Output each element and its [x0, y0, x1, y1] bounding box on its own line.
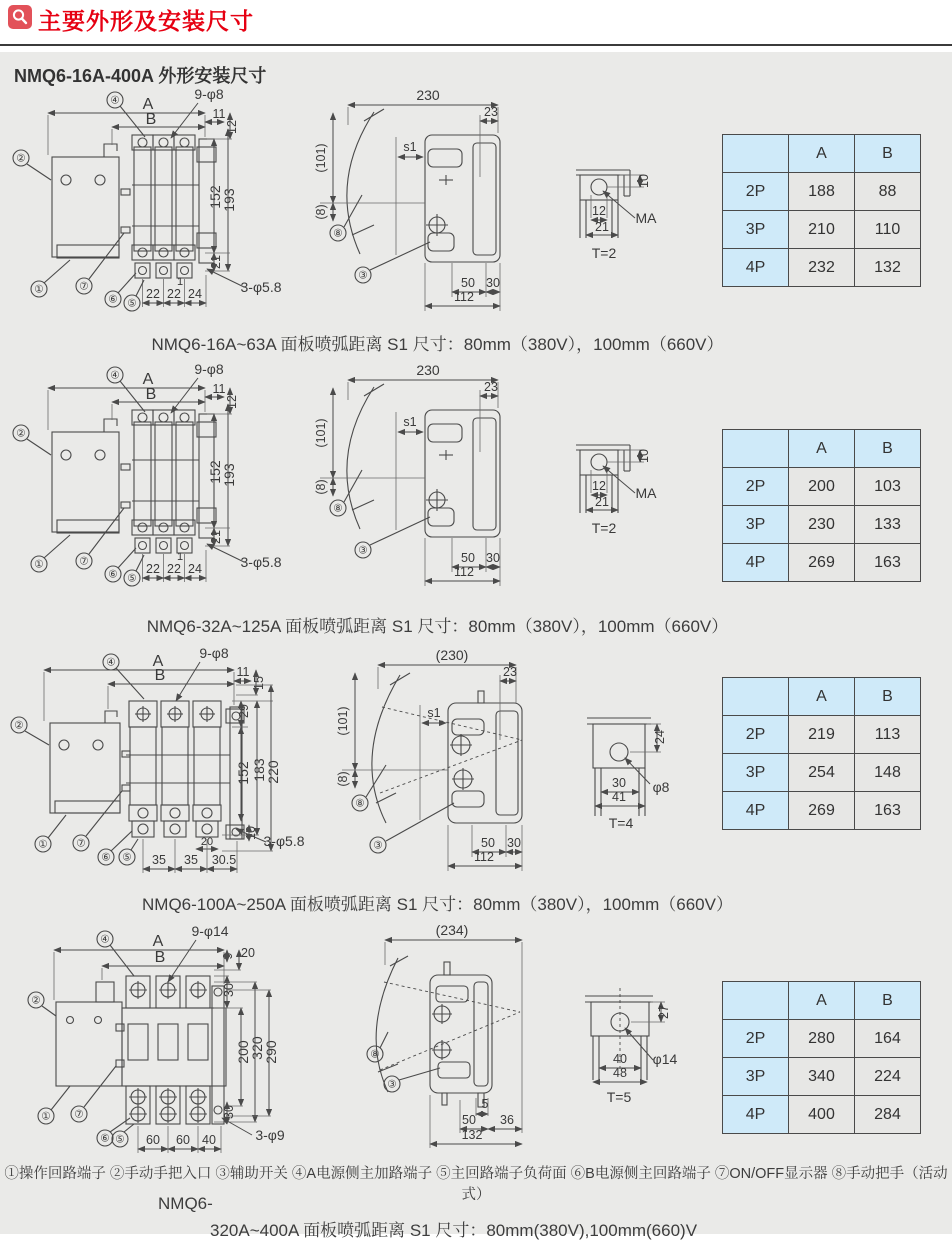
callout-7: ⑦	[74, 1108, 84, 1121]
side-callouts	[330, 470, 430, 558]
callout-1: ①	[34, 558, 44, 571]
cell-b: 113	[855, 716, 921, 754]
cell-pole: 4P	[723, 792, 789, 830]
dim-12: 12	[592, 479, 606, 493]
dim-193: 193	[221, 188, 237, 212]
dim-23: 23	[484, 105, 498, 119]
dim-23: 23	[503, 665, 517, 679]
dim-T: T=5	[606, 1089, 632, 1105]
dim-B: B	[154, 949, 166, 966]
side-callouts	[367, 1032, 440, 1092]
side-dimensions	[385, 922, 522, 1148]
bracket-drawing-2	[540, 405, 700, 545]
dim-MA: MA	[635, 485, 657, 501]
cell-pole: 2P	[723, 716, 789, 754]
dim-22b: 22	[167, 562, 181, 576]
cell-a: 269	[789, 792, 855, 830]
cell-b: 224	[855, 1058, 921, 1096]
dim-holes-bottom: 3-φ5.8	[240, 554, 282, 570]
magnifier-icon	[8, 5, 32, 29]
dim-230: 230	[416, 87, 440, 103]
dim-1: 1	[176, 551, 184, 563]
cell-pole: 4P	[723, 249, 789, 287]
dim-24: 24	[653, 730, 667, 744]
corner-cell	[723, 430, 789, 468]
switch-front-outline	[56, 976, 226, 1124]
callout-4: ④	[110, 369, 120, 382]
table-row	[723, 173, 921, 211]
dim-10: 10	[637, 174, 651, 188]
dim-hole: φ8	[652, 779, 670, 795]
callout-7: ⑦	[79, 555, 89, 568]
dimension-table-1	[722, 134, 921, 287]
cell-b: 110	[855, 211, 921, 249]
dim-40: 40	[202, 1133, 216, 1147]
section-caption-2: NMQ6-32A~125A 面板喷弧距离 S1 尺寸：80mm（380V），100mm（660V）	[146, 617, 729, 636]
dim-hole: φ14	[652, 1051, 678, 1067]
side-dimensions	[314, 87, 500, 311]
dim-1: 1	[176, 276, 184, 288]
cell-b: 284	[855, 1096, 921, 1134]
page-header	[0, 0, 952, 44]
dim-24: 24	[188, 562, 202, 576]
cell-b: 148	[855, 754, 921, 792]
dim-230: (230)	[435, 647, 469, 663]
dim-20: 20	[241, 946, 255, 960]
callout-6: ⑥	[100, 1132, 110, 1145]
callout-6: ⑥	[108, 293, 118, 306]
dim-24: 24	[188, 287, 202, 301]
dim-MA: MA	[635, 210, 657, 226]
front-callouts	[13, 92, 145, 311]
dim-8: (8)	[314, 204, 328, 220]
dim-290: 290	[263, 1040, 279, 1064]
cell-pole: 2P	[723, 1020, 789, 1058]
cell-a: 340	[789, 1058, 855, 1096]
dim-B: B	[145, 386, 157, 403]
table-row	[723, 716, 921, 754]
callout-legend: ①操作回路端子 ②手动手把入口 ③辅助开关 ④A电源侧主加路端子 ⑤主回路端子负荷面 ⑥B电源侧主回路端子 ⑦ON/OFF显示器 ⑧手动把手（活动式）	[4, 1166, 948, 1203]
cell-a: 254	[789, 754, 855, 792]
table-row	[723, 544, 921, 582]
callout-1: ①	[38, 838, 48, 851]
cell-a: 400	[789, 1096, 855, 1134]
callout-2: ②	[31, 994, 41, 1007]
model-line: NMQ6-	[158, 1194, 213, 1213]
dim-60a: 60	[146, 1133, 160, 1147]
dim-holes-bottom: 3-φ9	[255, 1127, 285, 1143]
side-callouts	[330, 195, 430, 283]
bracket-drawing-4	[555, 960, 705, 1110]
callout-2: ②	[16, 427, 26, 440]
bracket-drawing-1	[540, 130, 700, 270]
callout-7: ⑦	[79, 280, 89, 293]
switch-side-outline	[320, 109, 500, 262]
callout-3: ③	[358, 269, 368, 282]
dim-30-top: 30	[222, 983, 236, 997]
dim-40: 40	[613, 1052, 627, 1066]
dim-12: 12	[225, 120, 239, 134]
dim-holes-top: 9-φ8	[199, 645, 229, 661]
table-row	[723, 1096, 921, 1134]
dim-8: (8)	[314, 479, 328, 495]
dim-s1: s1	[427, 706, 441, 720]
dim-holes-bottom: 3-φ5.8	[263, 833, 305, 849]
table-row	[723, 506, 921, 544]
bracket-drawing-3	[555, 680, 705, 840]
callout-8: ⑧	[370, 1048, 380, 1061]
dim-30: 30	[486, 276, 500, 290]
cell-a: 188	[789, 173, 855, 211]
callout-8: ⑧	[333, 502, 343, 515]
section-caption-3: NMQ6-100A~250A 面板喷弧距离 S1 尺寸：80mm（380V），100mm（660V）	[142, 895, 733, 914]
dim-50: 50	[461, 276, 475, 290]
dim-A: A	[152, 653, 164, 670]
callout-5: ⑤	[122, 851, 132, 864]
dimension-table-4	[722, 981, 921, 1134]
dim-36: 36	[500, 1113, 514, 1127]
bracket-dimensions	[586, 449, 657, 536]
dim-230: 230	[416, 362, 440, 378]
dim-29: 29	[237, 704, 251, 718]
col-B: B	[855, 135, 921, 173]
dim-48: 48	[613, 1066, 627, 1080]
callout-3: ③	[373, 839, 383, 852]
corner-cell	[723, 982, 789, 1020]
cell-a: 210	[789, 211, 855, 249]
switch-side-outline	[376, 956, 520, 1107]
dim-20: 20	[200, 836, 214, 848]
callout-2: ②	[16, 152, 26, 165]
dim-27: 27	[657, 1005, 671, 1019]
cell-b: 103	[855, 468, 921, 506]
side-dimensions	[336, 647, 522, 871]
dim-10: 10	[244, 826, 258, 840]
dim-152: 152	[207, 460, 223, 484]
callout-5: ⑤	[127, 297, 137, 310]
switch-front-outline	[52, 135, 216, 278]
dim-21: 21	[595, 220, 609, 234]
corner-cell	[723, 135, 789, 173]
callout-4: ④	[100, 933, 110, 946]
dim-320: 320	[249, 1036, 265, 1060]
table-row	[723, 249, 921, 287]
dim-101: (101)	[336, 706, 350, 736]
side-view-drawing-2	[300, 360, 520, 590]
bracket-dimensions	[586, 174, 657, 261]
dim-15: 15	[252, 676, 266, 690]
cell-a: 232	[789, 249, 855, 287]
dim-152: 152	[235, 761, 251, 785]
dim-101: (101)	[314, 418, 328, 448]
callout-6: ⑥	[101, 851, 111, 864]
cell-a: 219	[789, 716, 855, 754]
section-caption-1: NMQ6-16A~63A 面板喷弧距离 S1 尺寸：80mm（380V），100mm（660V）	[151, 335, 724, 354]
dimension-table-3	[722, 677, 921, 830]
dim-22a: 22	[146, 562, 160, 576]
dim-220: 220	[265, 760, 281, 784]
dim-12: 12	[592, 204, 606, 218]
cell-pole: 3P	[723, 211, 789, 249]
callout-2: ②	[14, 719, 24, 732]
content-panel	[0, 52, 952, 1240]
col-A: A	[789, 982, 855, 1020]
dim-21: 21	[209, 530, 223, 544]
dim-112: 112	[454, 565, 474, 579]
col-B: B	[855, 982, 921, 1020]
front-view-drawing-4	[8, 920, 318, 1155]
dim-200: 200	[235, 1040, 251, 1064]
dim-holes-top: 9-φ8	[194, 86, 224, 102]
cell-a: 230	[789, 506, 855, 544]
callout-1: ①	[41, 1110, 51, 1123]
bracket-dimensions	[595, 724, 670, 831]
cell-pole: 3P	[723, 506, 789, 544]
page-header-title: 主要外形及安装尺寸	[38, 8, 254, 34]
dim-21: 21	[209, 255, 223, 269]
corner-cell	[723, 678, 789, 716]
dim-10: 10	[637, 449, 651, 463]
dim-A: A	[152, 933, 164, 950]
front-view-drawing-1	[8, 85, 308, 315]
section-caption-4: 320A~400A 面板喷弧距离 S1 尺寸：80mm(380V),100mm(660)V	[210, 1221, 698, 1240]
table-row	[723, 468, 921, 506]
dim-23: 23	[484, 380, 498, 394]
cell-pole: 2P	[723, 468, 789, 506]
dim-35b: 35	[184, 853, 198, 867]
dim-112: 112	[474, 850, 494, 864]
dim-T: T=2	[591, 520, 617, 536]
dim-234: (234)	[435, 922, 469, 938]
cell-a: 200	[789, 468, 855, 506]
dim-9: 9	[221, 952, 235, 960]
front-callouts	[13, 367, 145, 586]
dim-132: 132	[461, 1128, 483, 1142]
dim-50: 50	[481, 836, 495, 850]
dim-B: B	[145, 111, 157, 128]
dim-A: A	[142, 96, 154, 113]
table-row	[723, 211, 921, 249]
dim-30-bottom: 30	[222, 1105, 236, 1119]
side-callouts	[352, 765, 454, 853]
callout-5: ⑤	[115, 1133, 125, 1146]
dim-50: 50	[461, 551, 475, 565]
callout-8: ⑧	[355, 797, 365, 810]
dim-8: (8)	[336, 771, 350, 787]
front-view-drawing-3	[8, 645, 318, 880]
callout-3: ③	[358, 544, 368, 557]
page-title: NMQ6-16A-400A 外形安装尺寸	[14, 66, 267, 86]
callout-3: ③	[387, 1078, 397, 1091]
callout-6: ⑥	[108, 568, 118, 581]
cell-b: 164	[855, 1020, 921, 1058]
cell-pole: 4P	[723, 544, 789, 582]
cell-pole: 2P	[723, 173, 789, 211]
dim-s1: s1	[403, 140, 417, 154]
cell-a: 280	[789, 1020, 855, 1058]
dim-holes-top: 9-φ14	[191, 923, 229, 939]
callout-1: ①	[34, 283, 44, 296]
front-callouts	[11, 654, 144, 865]
bracket-dimensions	[593, 1002, 678, 1105]
dim-21: 21	[595, 495, 609, 509]
dim-5: 5	[481, 1097, 489, 1111]
col-A: A	[789, 430, 855, 468]
dim-30-5: 30.5	[211, 853, 237, 867]
dim-22a: 22	[146, 287, 160, 301]
side-view-drawing-1	[300, 85, 520, 315]
col-A: A	[789, 678, 855, 716]
dim-T: T=2	[591, 245, 617, 261]
callout-8: ⑧	[333, 227, 343, 240]
dim-holes-bottom: 3-φ5.8	[240, 279, 282, 295]
side-dimensions	[314, 362, 500, 586]
dim-B: B	[154, 667, 166, 684]
dim-holes-top: 9-φ8	[194, 361, 224, 377]
front-view-drawing-2	[8, 360, 308, 590]
dim-30: 30	[507, 836, 521, 850]
dim-30: 30	[612, 776, 626, 790]
cell-a: 269	[789, 544, 855, 582]
callout-4: ④	[106, 656, 116, 669]
switch-side-outline	[342, 673, 522, 823]
dim-12: 12	[225, 395, 239, 409]
dim-35a: 35	[152, 853, 166, 867]
switch-side-outline	[320, 384, 500, 537]
dim-30: 30	[486, 551, 500, 565]
table-row	[723, 1058, 921, 1096]
dim-50: 50	[462, 1113, 476, 1127]
callout-7: ⑦	[76, 837, 86, 850]
side-view-drawing-3	[320, 645, 540, 880]
switch-front-outline	[52, 410, 216, 553]
cell-b: 88	[855, 173, 921, 211]
dim-183: 183	[251, 758, 267, 782]
switch-front-outline	[50, 701, 244, 839]
cell-b: 163	[855, 544, 921, 582]
callout-4: ④	[110, 94, 120, 107]
dim-112: 112	[454, 290, 474, 304]
cell-pole: 3P	[723, 1058, 789, 1096]
front-dimensions	[54, 923, 285, 1153]
table-row	[723, 754, 921, 792]
table-row	[723, 792, 921, 830]
dim-A: A	[142, 371, 154, 388]
cell-b: 132	[855, 249, 921, 287]
dim-60b: 60	[176, 1133, 190, 1147]
cell-pole: 3P	[723, 754, 789, 792]
dimension-table-2	[722, 429, 921, 582]
col-A: A	[789, 135, 855, 173]
dim-22b: 22	[167, 287, 181, 301]
dim-193: 193	[221, 463, 237, 487]
col-B: B	[855, 430, 921, 468]
dim-s1: s1	[403, 415, 417, 429]
table-row	[723, 1020, 921, 1058]
dim-152: 152	[207, 185, 223, 209]
cell-b: 163	[855, 792, 921, 830]
dim-11: 11	[212, 382, 226, 396]
cell-b: 133	[855, 506, 921, 544]
side-view-drawing-4	[330, 920, 550, 1160]
dim-101: (101)	[314, 143, 328, 173]
callout-5: ⑤	[127, 572, 137, 585]
col-B: B	[855, 678, 921, 716]
cell-pole: 4P	[723, 1096, 789, 1134]
dim-41: 41	[612, 790, 626, 804]
header-divider	[0, 44, 952, 46]
dim-11: 11	[236, 665, 250, 679]
dim-T: T=4	[608, 815, 634, 831]
dim-11: 11	[212, 107, 226, 121]
